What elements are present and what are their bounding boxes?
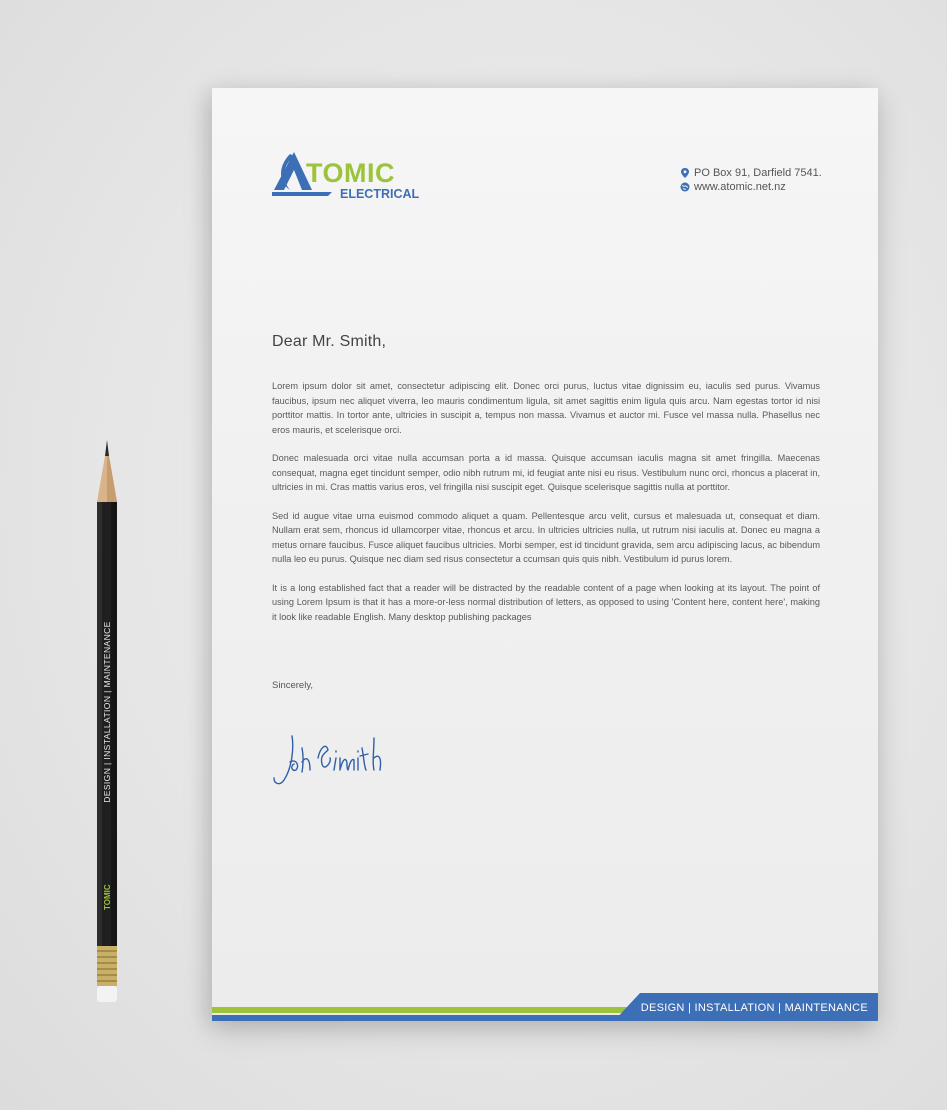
handwritten-signature [270, 728, 400, 790]
letter-closing: Sincerely, [272, 680, 314, 691]
svg-text:ELECTRICAL: ELECTRICAL [340, 187, 420, 201]
letter-greeting: Dear Mr. Smith, [272, 333, 387, 350]
svg-text:TOMIC: TOMIC [306, 158, 395, 188]
address-text: PO Box 91, Darfield 7541. [694, 167, 822, 179]
globe-icon [680, 182, 690, 192]
website-row [680, 180, 822, 194]
location-pin-icon [680, 168, 690, 178]
letter-paragraph: It is a long established fact that a reader will be distracted by the readable content of a page when looking at its layout. The point of using Lorem Ipsum is that it has a more-or-less normal distribution of letters, as opposed to using 'Content here, content here', making it look like readable English. Many desktop publishing packages [272, 582, 820, 622]
pencil-logo [103, 884, 112, 910]
contact-block [680, 166, 822, 194]
address-row [680, 166, 822, 180]
letterhead-paper [212, 88, 878, 1021]
letter-body [272, 379, 820, 638]
pencil-services-text: DESIGN | INSTALLATION | MAINTENANCE [102, 621, 112, 803]
letter-paragraph: Sed id augue vitae urna euismod commodo aliquet a quam. Pellentesque arcu velit, cursus et malesuada ut, consequat et diam. Nullam erat sem, rhoncus id ullamcorper vitae, rhoncus et arcu. In ultricies ultricies nulla, ut rutrum nisi iaculis at. Donec eu magna a metus ornare faucibus. Fusce aliquet faucibus ultricies. Morbi semper, est id tincidunt gravida, sem arcu adipiscing lacus, ac bibendum nulla leo eu purus. Quisque nec diam sed risus consectetur a ccumsan quis quis nibh. Vestibulum id purus lorem. [272, 510, 820, 564]
company-logo [272, 148, 447, 204]
website-text: www.atomic.net.nz [694, 181, 786, 193]
letter-paragraph: Donec malesuada orci vitae nulla accumsan porta a id massa. Quisque accumsan iaculis magna sit amet fringilla. Maecenas consequat, magna eget tincidunt semper, odio nibh rutrum mi, id feugiat ante nisi eu risus. Vestibulum nunc orci, rhoncus a placerat in, ultricies in mi. Cras mattis varius eros, vel fringilla nisi suscipit eget. Quisque scelerisque sagittis nulla at porttitor. [272, 453, 820, 492]
footer-services-text: DESIGN | INSTALLATION | MAINTENANCE [640, 1002, 868, 1014]
svg-text:TOMIC: TOMIC [103, 884, 112, 910]
letter-paragraph: Lorem ipsum dolor sit amet, consectetur adipiscing elit. Donec orci purus, luctus vitae dignissim eu, iaculis sed purus. Vivamus faucibus, ipsum nec aliquet viverra, leo mauris condimentum ligula, sit amet sagittis enim ligula quis arcu. Nam egestas tortor id nisi porttitor mattis. In tortor ante, ultricies in suscipit a, tempus non massa. Vivamus et auctor mi. Fusce vel massa nulla. Phasellus nec eros mauris, et scelerisque orci. [272, 381, 820, 435]
